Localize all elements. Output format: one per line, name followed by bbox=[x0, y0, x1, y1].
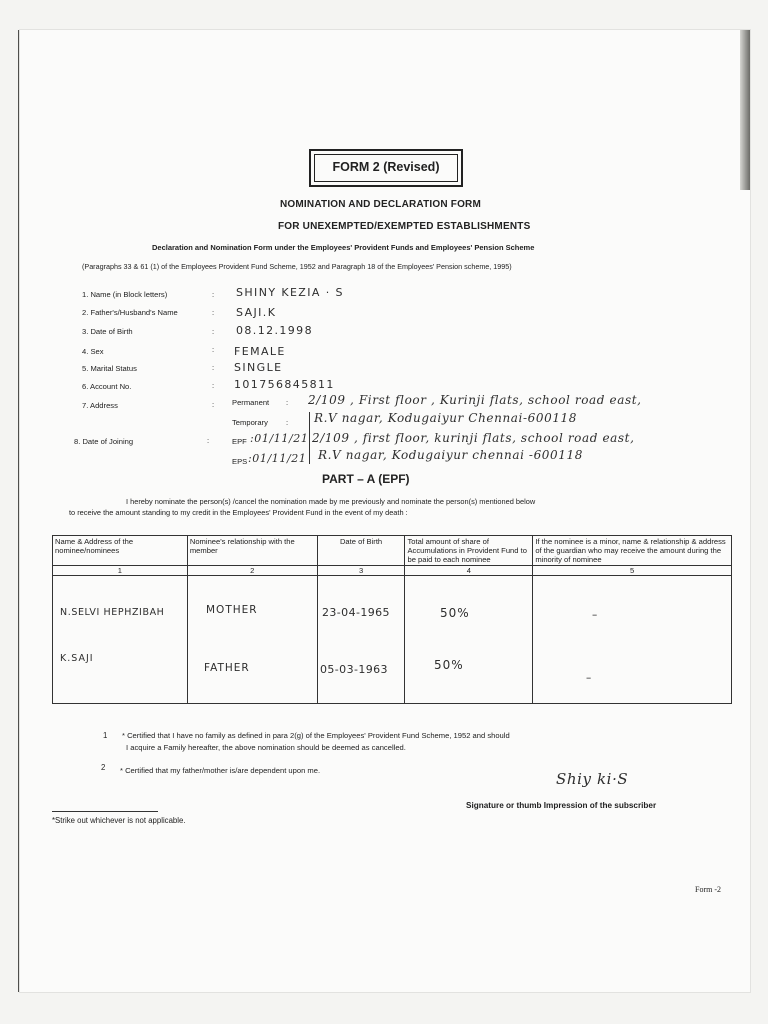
label-permanent: Permanent bbox=[232, 398, 270, 407]
nominee-1-guardian: – bbox=[592, 609, 599, 621]
label-temporary: Temporary bbox=[232, 418, 268, 427]
colon: : bbox=[212, 345, 215, 354]
table-header-row bbox=[53, 536, 732, 566]
address-bracket bbox=[309, 412, 310, 464]
value-father-name: SAJI.K bbox=[236, 306, 277, 319]
value-dob: 08.12.1998 bbox=[236, 324, 313, 337]
value-name: SHINY KEZIA · S bbox=[236, 286, 344, 299]
nominee-1-relationship: MOTHER bbox=[206, 604, 258, 616]
colon: : bbox=[286, 398, 289, 407]
heading-declaration: Declaration and Nomination Form under the Employees' Provident Funds and Employees' Pension Scheme bbox=[152, 243, 535, 252]
header-guardian: If the nominee is a minor, name & relationship & address of the guardian who may receive the amount during the minority of nominee bbox=[533, 536, 732, 566]
header-share: Total amount of share of Accumulations in Provident Fund to be paid to each nominee bbox=[405, 536, 533, 566]
cert-1-text-2: I acquire a Family hereafter, the above nomination should be deemed as cancelled. bbox=[126, 743, 406, 752]
nominee-2-relationship: FATHER bbox=[204, 662, 250, 674]
value-marital: SINGLE bbox=[234, 361, 283, 374]
nominate-text-2: to receive the amount standing to my credit in the Employees' Provident Fund in the event of my death : bbox=[69, 508, 408, 517]
label-address: 7. Address bbox=[82, 401, 118, 410]
label-name: 1. Name (in Block letters) bbox=[82, 290, 168, 299]
nominee-table bbox=[52, 535, 732, 704]
column-number: 3 bbox=[317, 566, 405, 576]
label-sex: 4. Sex bbox=[82, 347, 104, 356]
label-dob: 3. Date of Birth bbox=[82, 327, 133, 336]
value-temporary-address-3: R.V nagar, Kodugaiyur chennai -600118 bbox=[318, 448, 583, 462]
value-eps-date: :01/11/21 bbox=[248, 452, 307, 465]
colon: : bbox=[286, 418, 289, 427]
nominee-2-name: K.SAJI bbox=[60, 653, 94, 664]
subscriber-signature: Shiy ki·S bbox=[556, 770, 629, 788]
footnote-divider bbox=[52, 811, 158, 812]
label-marital: 5. Marital Status bbox=[82, 364, 137, 373]
heading-nomination: NOMINATION AND DECLARATION FORM bbox=[280, 199, 481, 210]
header-dob: Date of Birth bbox=[317, 536, 405, 566]
cert-1-text-1: * Certified that I have no family as defined in para 2(g) of the Employees' Provident Fund Scheme, 1952 and should bbox=[122, 731, 510, 740]
colon: : bbox=[212, 381, 215, 390]
form-footer: Form -2 bbox=[695, 885, 721, 894]
nominee-2-guardian: – bbox=[586, 672, 593, 684]
label-account: 6. Account No. bbox=[82, 382, 132, 391]
colon: : bbox=[207, 436, 210, 445]
column-number: 5 bbox=[533, 566, 732, 576]
header-name-address: Name & Address of the nominee/nominees bbox=[53, 536, 188, 566]
form-title-box bbox=[309, 149, 463, 187]
colon: : bbox=[212, 400, 215, 409]
paper-edge-right bbox=[740, 30, 750, 190]
header-relationship: Nominee's relationship with the member bbox=[187, 536, 317, 566]
cert-2-text: * Certified that my father/mother is/are dependent upon me. bbox=[120, 766, 321, 775]
nominee-2-dob: 05-03-1963 bbox=[320, 663, 388, 676]
nominee-1-share: 50% bbox=[440, 606, 470, 620]
value-epf-date: :01/11/21 bbox=[250, 432, 309, 445]
cert-2-number: 2 bbox=[101, 763, 106, 772]
value-temporary-address-2: 2/109 , first floor, kurinji flats, school road east, bbox=[312, 431, 635, 445]
column-number: 2 bbox=[187, 566, 317, 576]
label-epf: EPF bbox=[232, 437, 247, 446]
cert-1-number: 1 bbox=[103, 731, 108, 740]
part-a-title: PART – A (EPF) bbox=[322, 472, 410, 486]
colon: : bbox=[212, 327, 215, 336]
label-father-name: 2. Father's/Husband's Name bbox=[82, 308, 178, 317]
signature-label: Signature or thumb Impression of the subscriber bbox=[466, 801, 657, 810]
heading-establishments: FOR UNEXEMPTED/EXEMPTED ESTABLISHMENTS bbox=[278, 221, 531, 232]
value-account: 101756845811 bbox=[234, 378, 335, 391]
colon: : bbox=[212, 308, 215, 317]
nominee-1-dob: 23-04-1965 bbox=[322, 606, 390, 619]
colon: : bbox=[212, 363, 215, 372]
table-number-row bbox=[53, 566, 732, 576]
paragraph-reference: (Paragraphs 33 & 61 (1) of the Employees Provident Fund Scheme, 1952 and Paragraph 18 of the Employees' Pension scheme, 1995) bbox=[82, 262, 512, 271]
strike-out-note: *Strike out whichever is not applicable. bbox=[52, 816, 186, 825]
nominee-2-share: 50% bbox=[434, 658, 464, 672]
form-title: FORM 2 (Revised) bbox=[314, 154, 458, 182]
column-number: 4 bbox=[405, 566, 533, 576]
label-eps: EPS bbox=[232, 457, 248, 466]
colon: : bbox=[212, 290, 215, 299]
column-number: 1 bbox=[53, 566, 188, 576]
value-permanent-address: 2/109 , First floor , Kurinji flats, school road east, bbox=[308, 393, 642, 407]
table-data-row bbox=[53, 576, 732, 704]
nominee-1-name: N.SELVI HEPHZIBAH bbox=[60, 607, 165, 618]
nominate-text-1: I hereby nominate the person(s) /cancel the nomination made by me previously and nominate the person(s) mentioned below bbox=[126, 497, 536, 506]
label-date-of-joining: 8. Date of Joining bbox=[74, 437, 134, 446]
value-temporary-address-1: R.V nagar, Kodugaiyur Chennai-600118 bbox=[314, 411, 578, 425]
value-sex: FEMALE bbox=[234, 345, 286, 358]
